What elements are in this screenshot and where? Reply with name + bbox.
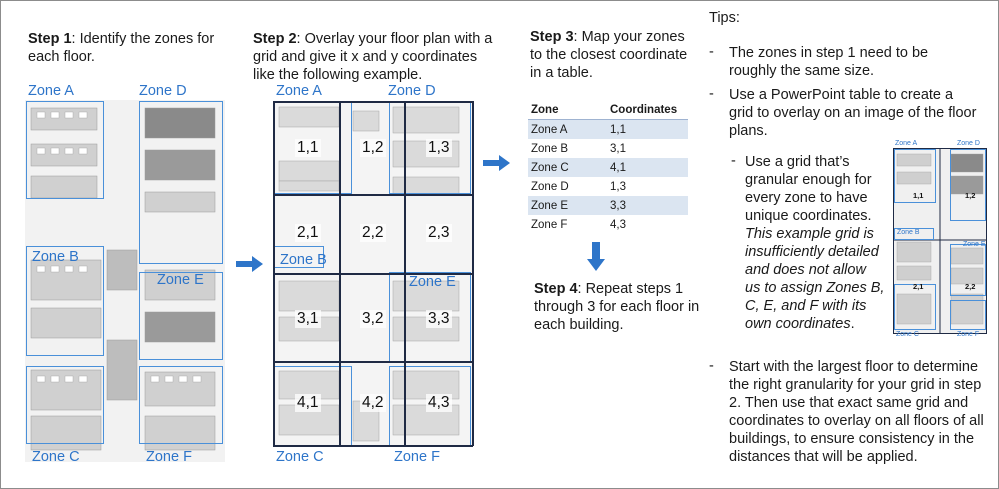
table-row: Zone D 1,3 <box>531 180 626 193</box>
mapping-table <box>528 101 688 234</box>
grid-coord: 2,2 <box>362 224 384 241</box>
tip-1: The zones in step 1 need to be roughly the same size. <box>729 45 929 79</box>
step1-zone-f-label: Zone F <box>146 449 192 465</box>
grid-coord: 2,3 <box>428 224 450 241</box>
example-zone-f-label: Zone F <box>957 331 980 338</box>
bullet-dash: - <box>709 358 714 374</box>
example-grid-coord: 2,1 <box>913 282 924 291</box>
step1-zone-d-box <box>139 101 223 264</box>
step1-zone-c-label: Zone C <box>32 449 80 465</box>
step3-text: Step 3: Map your zones to the closest coordinate in a table. <box>530 29 688 81</box>
grid-coord: 3,1 <box>297 310 319 327</box>
arrow-right-icon <box>236 256 264 272</box>
grid-line <box>273 101 473 103</box>
tip-2a: Use a grid that’s granular enough for every zone to have unique coordinates. This example grid is insufficiently detailed and does not allow us to assign Zones B, C, E, and F with its own coordinates. <box>745 154 885 332</box>
table-row: Zone E 3,3 <box>528 196 688 215</box>
step1-zone-c-box <box>26 366 104 444</box>
grid-coord: 3,2 <box>362 310 384 327</box>
step2-zone-e-label: Zone E <box>409 274 456 290</box>
tip-2: Use a PowerPoint table to create a grid to overlay on an image of the floor plans. <box>729 87 977 139</box>
grid-coord: 4,2 <box>362 394 384 411</box>
table-header: Coordinates <box>607 101 688 120</box>
step2-zone-f-label: Zone F <box>394 449 440 465</box>
table-header: Zone <box>528 101 607 120</box>
grid-line <box>273 445 473 447</box>
tips-heading: Tips: <box>709 10 740 26</box>
tip-3: Start with the largest floor to determine the right granularity for your grid in step 2. Then use that exact same grid and coordinates to overlay on all floors of all buildings, to ensure consistency in the distances that will be applied. <box>729 359 984 465</box>
step1-zone-a-box <box>26 101 104 199</box>
table-row: Zone B 3,1 <box>531 142 626 155</box>
grid-line <box>273 361 473 363</box>
step2-zone-b-label: Zone B <box>280 252 327 268</box>
example-grid-coord: 2,2 <box>965 282 976 291</box>
step2-zone-a-label: Zone A <box>276 83 322 99</box>
table-row: Zone A 1,1 <box>528 120 688 140</box>
step1-zone-d-label: Zone D <box>139 83 187 99</box>
table-row: Zone C 4,1 <box>528 158 688 177</box>
grid-coord: 4,3 <box>428 394 450 411</box>
example-zone-a-label: Zone A <box>895 140 918 147</box>
example-zone-b-label: Zone B <box>897 229 920 236</box>
step1-zone-a-label: Zone A <box>28 83 74 99</box>
grid-coord: 1,2 <box>362 139 384 156</box>
step2-zone-c-label: Zone C <box>276 449 324 465</box>
grid-coord: 1,1 <box>297 139 319 156</box>
example-zone-e-label: Zone E <box>963 241 986 248</box>
example-grid-coord: 1,2 <box>965 191 976 200</box>
arrow-right-icon <box>483 155 511 171</box>
example-zone-c-label: Zone C <box>896 331 919 338</box>
grid-line <box>273 194 473 196</box>
grid-coord: 3,3 <box>428 310 450 327</box>
step1-zone-e-label: Zone E <box>157 272 204 288</box>
bullet-dash: - <box>709 44 714 60</box>
grid-coord: 2,1 <box>297 224 319 241</box>
step2-zone-d-label: Zone D <box>388 83 436 99</box>
step2-text: Step 2: Overlay your floor plan with a grid and give it x and y coordinates like the following example. <box>253 31 493 83</box>
bullet-dash: - <box>709 86 714 102</box>
grid-coord: 4,1 <box>297 394 319 411</box>
bullet-dash: - <box>731 153 736 169</box>
example-zone-d-box <box>950 149 986 221</box>
step1-text: Step 1: Identify the zones for each floor. <box>28 31 215 65</box>
grid-coord: 1,3 <box>428 139 450 156</box>
example-zone-f-box <box>950 300 986 330</box>
arrow-down-icon <box>587 242 605 272</box>
step4-text: Step 4: Repeat steps 1 through 3 for each floor in each building. <box>534 281 700 333</box>
example-grid-coord: 1,1 <box>913 191 924 200</box>
zone-coordinate-table <box>528 101 688 234</box>
example-zone-d-label: Zone D <box>957 140 980 147</box>
step1-zone-b-label: Zone B <box>32 249 79 265</box>
step1-zone-f-box <box>139 366 223 444</box>
table-row: Zone F 4,3 <box>531 218 626 231</box>
